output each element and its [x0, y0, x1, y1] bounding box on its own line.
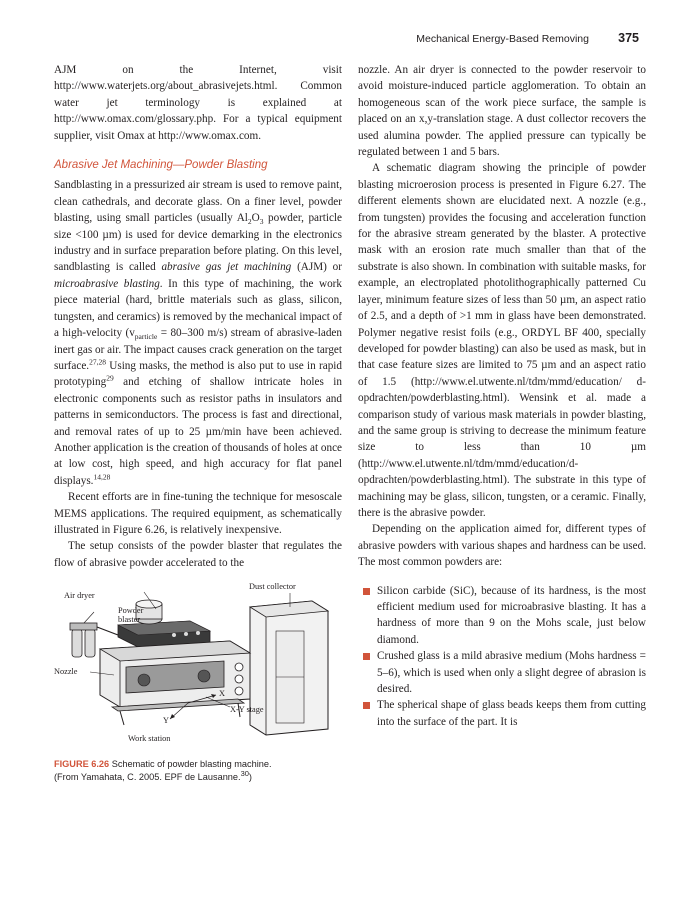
running-head: Mechanical Energy-Based Removing	[416, 33, 589, 45]
powders-intro-paragraph: Depending on the application aimed for, different types of abrasive powders with various shapes and hardness can be used. The most common powders are:	[358, 523, 646, 569]
bullet-square-icon	[363, 588, 370, 595]
left-column	[54, 62, 342, 783]
setup-paragraph: The setup consists of the powder blaster that regulates the flow of abrasive powder accelerated to the	[54, 540, 342, 569]
page-header	[0, 30, 695, 48]
powder-blasting-machine-drawing	[54, 579, 342, 754]
nozzle-paragraph: nozzle. An air dryer is connected to the powder reservoir to avoid moisture-induced particle agglomeration. To obtain an homogeneous scan of the work piece surface, the sample is placed on an x,y-translation stage. A dust collector recovers the used alumina powder. The applied pressure can typically be regulated between 1 and 5 bars.	[358, 64, 646, 159]
label-air-dryer: Air dryer	[64, 591, 95, 601]
list-item: Crushed glass is a mild abrasive medium (Mohs hardness = 5–6), which is used when only a slight degree of abrasion is desired.	[358, 648, 646, 697]
right-column	[358, 62, 646, 730]
label-xy-stage: X-Y stage	[230, 705, 264, 715]
label-y-axis: Y	[163, 716, 169, 726]
label-x-axis: X	[219, 689, 225, 699]
label-dust-collector: Dust collector	[249, 582, 296, 592]
label-work-station: Work station	[128, 734, 171, 744]
bullet-square-icon	[363, 653, 370, 660]
list-item: Silicon carbide (SiC), because of its hardness, is the most efficient medium used for microabrasive blasting. It has a hardness of more than 9 on the Mohs scale, just below diamond.	[358, 583, 646, 649]
figure-caption: FIGURE 6.26 Schematic of powder blasting machine. (From Yamahata, C. 2005. EPF de Lausanne.$^{30}$)	[54, 759, 272, 782]
schematic-paragraph: A schematic diagram showing the principle of powder blasting microerosion process is presented in Figure 6.27. The different elements shown are elucidated next. A nozzle (e.g., from tungsten) provides the focusing and acceleration function for the abrasive stream generated by the blaster. A protective mask with an erosion rate much smaller than that of the substrate is also shown. In combination with suitable masks, for example, an electroplated photolithographically patterned Cu layer, minimum feature sizes of less than 50 µm, an aspect ratio of 2.5, and a depth of >1 mm in glass have been demonstrated. Polymer negative resist foils (e.g., ORDYL BF 400, specially developed for powder blasting) can also be used as mask, but in that case feature sizes are limited to 75 µm and an aspect ratio of 1.5 (http://www.el.utwente.nl/tdm/mmd/education/ d-opdrachten/powderblasting.html). Wensink et al. made a comparison study of various mask materials in powder blasting, and the same group is striving to decrease the minimum feature size to less than 10 µm (http://www.el.utwente.nl/tdm/mmd/education/d-opdrachten/powderblasting.html). The substrate in this type of machining may be glass, silicon, tungsten, or a ceramic. Finally, there is the abrasive powder.	[358, 162, 646, 519]
mems-paragraph: Recent efforts are in fine-tuning the technique for mesoscale MEMS applications. The required equipment, as schematically illustrated in Figure 6.26, is relatively inexpensive.	[54, 491, 342, 536]
page-number: 375	[618, 31, 639, 45]
sandblasting-paragraph: Sandblasting in a pressurized air stream is used to remove paint, clean cathedrals, and decorate glass. On a finer level, powder blasting, using small particles (usually $Al_2O_3$ powder, particle size <100 µm) is used for device demarking in the electronics industry and in surface preparation before plating. On this level, sandblasting is called abrasive gas jet machining (AJM) or microabrasive blasting. In this type of machining, the work piece material (hard, brittle materials such as glass, silicon, tungsten, and ceramics) is removed by the mechanical impact of a high-velocity ($v_{particle} = 80-300$ m/s) stream of abrasive-laden inert gas or air. The impact causes crack generation on the target surface.$^{27,28}$ Using masks, the method is also put to use in rapid prototyping$^{29}$ and etching of shallow intricate holes in electronic components such as resistor paths in insulators and patterns in semiconductors. The process is fast and directional, and removal rates of up to 25 µm/min have been achieved. Another application is the creation of thousands of holes at once at low cost, high speed, and high accuracy for flat panel displays.$^{14,28}$	[54, 179, 342, 487]
label-nozzle: Nozzle	[54, 667, 78, 677]
bullet-square-icon	[363, 702, 370, 709]
label-powder-blaster: Powder blaster	[118, 606, 144, 625]
section-heading: Abrasive Jet Machining—Powder Blasting	[54, 159, 268, 172]
intro-paragraph: AJM on the Internet, visit http://www.waterjets.org/about_abrasivejets.html. Common water jet terminology is explained at http://www.omax.com/glossary.php. For a typical equipment supplier, visit Omax at http://www.omax.com.	[54, 64, 342, 142]
abrasive-powder-list	[358, 583, 646, 731]
list-item: The spherical shape of glass beads keeps them from cutting into the surface of the part. It is	[358, 697, 646, 730]
figure-6-26	[54, 579, 342, 754]
